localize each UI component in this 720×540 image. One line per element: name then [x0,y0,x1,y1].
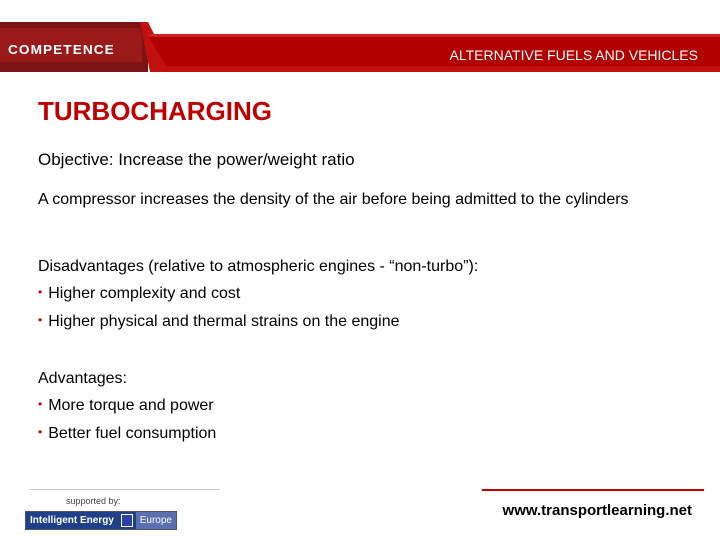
advantage-2: Better fuel consumption [48,425,217,442]
header-title: ALTERNATIVE FUELS AND VEHICLES [449,47,698,63]
disadvantage-1: Higher complexity and cost [48,285,241,302]
disadvantage-2: Higher physical and thermal strains on the engine [48,313,400,330]
header-banner [0,0,720,72]
objective-text: Objective: Increase the power/weight ratio [38,150,355,169]
intelligent-energy-europe-logo [25,511,177,530]
supported-by-label: supported by: [66,496,121,506]
bullet-icon: • [38,313,43,327]
sponsor-name: Intelligent Energy [30,515,114,526]
bullet-icon: • [38,425,43,439]
website-link[interactable]: www.transportlearning.net [502,502,692,519]
list-item [38,285,240,303]
bullet-icon: • [38,285,43,299]
footer-divider-right [482,489,704,491]
slide-title: TURBOCHARGING [38,96,272,126]
description-text: A compressor increases the density of the air before being admitted to the cylinders [38,191,629,208]
competence-logo: COMPETENCE [8,42,115,57]
bullet-icon: • [38,397,43,411]
list-item [38,397,214,415]
footer-divider-left [30,489,220,490]
advantage-1: More torque and power [48,397,214,414]
list-item [38,313,400,331]
disadvantages-heading: Disadvantages (relative to atmospheric engines - “non-turbo”): [38,258,479,275]
eu-flag-icon [121,514,133,527]
advantages-heading: Advantages: [38,370,127,387]
list-item [38,425,216,443]
sponsor-region: Europe [136,512,176,529]
